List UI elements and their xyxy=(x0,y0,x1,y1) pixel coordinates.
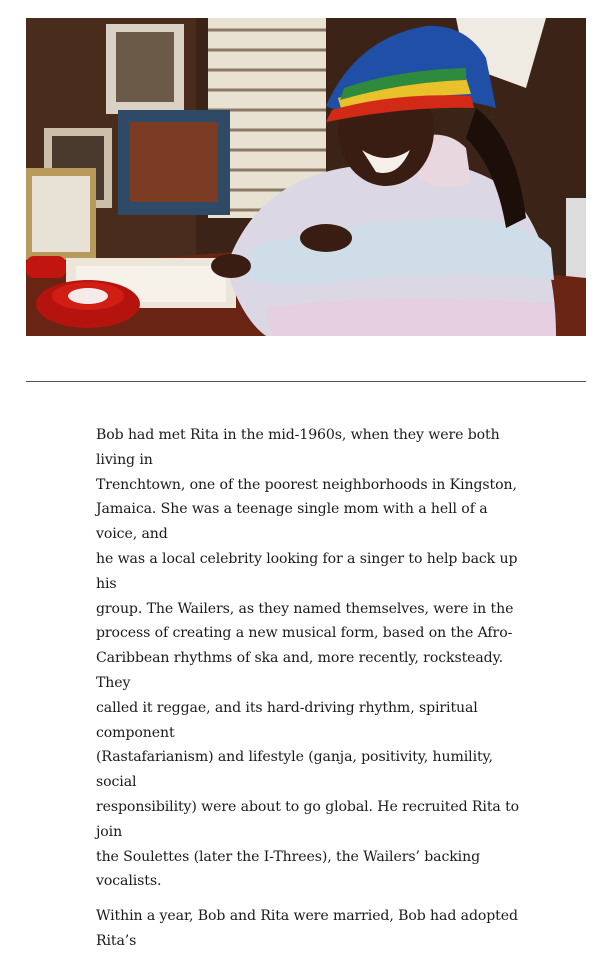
article-body xyxy=(96,423,520,964)
section-divider xyxy=(26,381,586,382)
article-paragraph: Within a year, Bob and Rita were married, Bob had adopted Rita’s xyxy=(96,908,518,949)
article-photo xyxy=(26,18,586,336)
photo-illustration xyxy=(26,18,586,336)
article-paragraph: Bob had met Rita in the mid-1960s, when they were both living in Trenchtown, one of the poorest neighborhoods in Kingston, Jamaica. She was a teenage single mom with a hell of a voice, and he was a local celebrity looking for a singer to help back up his group. The Wailers, as they named themselves, were in the process of creating a new musical form, based on the Afro- Caribbean rhythms of ska and, more recently, rocksteady. They called it reggae, and its hard-driving rhythm, spiritual component (Rastafarianism) and lifestyle (ganja, positivity, humility, social responsibility) were about to go global. He recruited Rita to join the Soulettes (later the I-Threes), the Wailers’ backing vocalists. xyxy=(96,427,520,890)
